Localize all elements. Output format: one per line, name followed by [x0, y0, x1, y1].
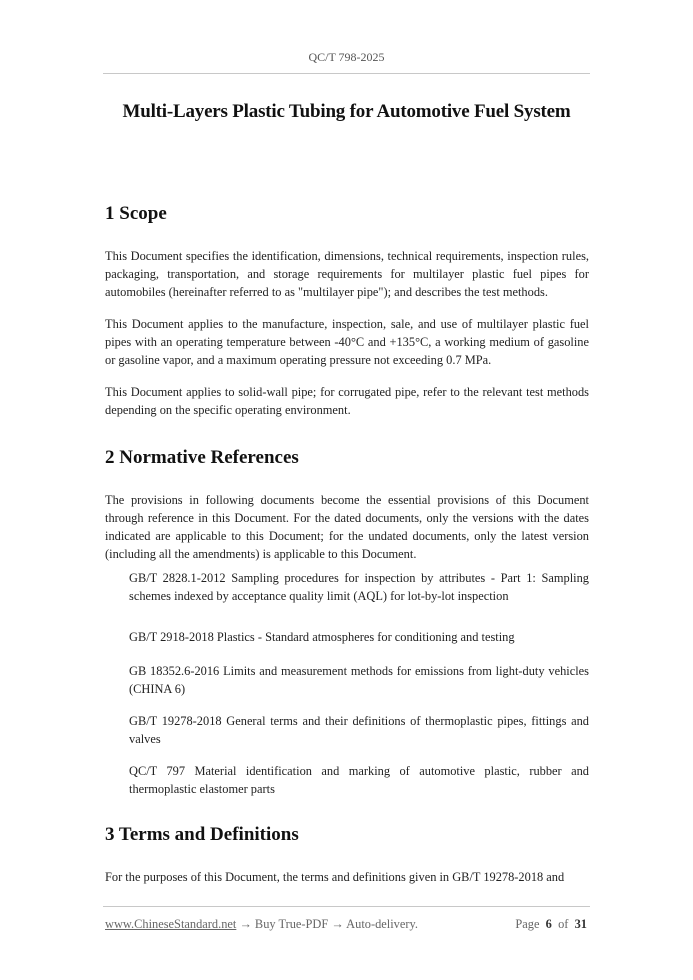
- scope-paragraph-2: This Document applies to the manufacture, inspection, sale, and use of multilayer plastic fuel pipes with an operating temperature between -40°C and +135°C, a working medium of gasoline or gasoline vapor, and a maximum operating pressure not exceeding 0.7 MPa.: [105, 317, 589, 367]
- reference-item: GB/T 2918-2018 Plastics - Standard atmospheres for conditioning and testing: [129, 630, 515, 644]
- header-divider: [103, 73, 590, 74]
- reference-item: QC/T 797 Material identification and marking of automotive plastic, rubber and thermoplastic elastomer parts: [129, 764, 589, 796]
- normative-intro-wrap: [105, 491, 589, 563]
- section-heading-normative: 2 Normative References: [105, 447, 299, 468]
- scope-paragraph-2-wrap: [105, 315, 589, 369]
- terms-intro-wrap: [105, 868, 589, 886]
- footer-divider: [103, 906, 590, 907]
- scope-paragraph-1-wrap: [105, 247, 589, 301]
- reference-item: GB 18352.6-2016 Limits and measurement methods for emissions from light-duty vehicles (CHINA 6): [129, 664, 589, 696]
- reference-3-wrap: [129, 662, 589, 698]
- reference-item: GB/T 2828.1-2012 Sampling procedures for inspection by attributes - Part 1: Sampling schemes indexed by acceptance quality limit (AQL) for lot-by-lot inspection: [129, 571, 589, 603]
- section-terms: [105, 824, 589, 846]
- reference-item: GB/T 19278-2018 General terms and their definitions of thermoplastic pipes, fittings and valves: [129, 714, 589, 746]
- reference-1-wrap: [129, 569, 589, 605]
- page-indicator: [515, 917, 587, 932]
- reference-5-wrap: [129, 762, 589, 798]
- page-footer: [105, 917, 587, 932]
- page-label: Page: [515, 917, 540, 931]
- scope-paragraph-3: This Document applies to solid-wall pipe; for corrugated pipe, refer to the relevant test methods depending on the specific operating environment.: [105, 385, 589, 417]
- section-heading-terms: 3 Terms and Definitions: [105, 824, 299, 845]
- page-of-label: of: [558, 917, 569, 931]
- footer-left: [105, 917, 418, 932]
- page-total: 31: [574, 917, 587, 931]
- page-current: 6: [545, 917, 552, 931]
- section-scope: [105, 203, 589, 225]
- reference-2-wrap: [129, 628, 589, 646]
- terms-intro: For the purposes of this Document, the terms and definitions given in GB/T 19278-2018 and: [105, 870, 565, 884]
- section-normative: [105, 447, 589, 469]
- section-heading-scope: 1 Scope: [105, 203, 167, 224]
- normative-intro: The provisions in following documents become the essential provisions of this Document through reference in this Document. For the dated documents, only the versions with the dates indicated are applicable to this Document; for the undated documents, only the latest version (including all the amendments) is applicable to this Document.: [105, 493, 589, 561]
- running-header: QC/T 798-2025: [308, 50, 385, 64]
- document-title: Multi-Layers Plastic Tubing for Automotive Fuel System: [122, 101, 571, 122]
- footer-tagline: → Buy True-PDF → Auto-delivery.: [236, 917, 418, 931]
- reference-4-wrap: [129, 712, 589, 748]
- scope-paragraph-3-wrap: [105, 383, 589, 419]
- scope-paragraph-1: This Document specifies the identification, dimensions, technical requirements, inspection rules, packaging, transportation, and storage requirements for multilayer plastic fuel pipes for automobiles (hereinafter referred to as "multilayer pipe"); and describes the test methods.: [105, 249, 589, 299]
- website-link[interactable]: www.ChineseStandard.net: [105, 917, 237, 931]
